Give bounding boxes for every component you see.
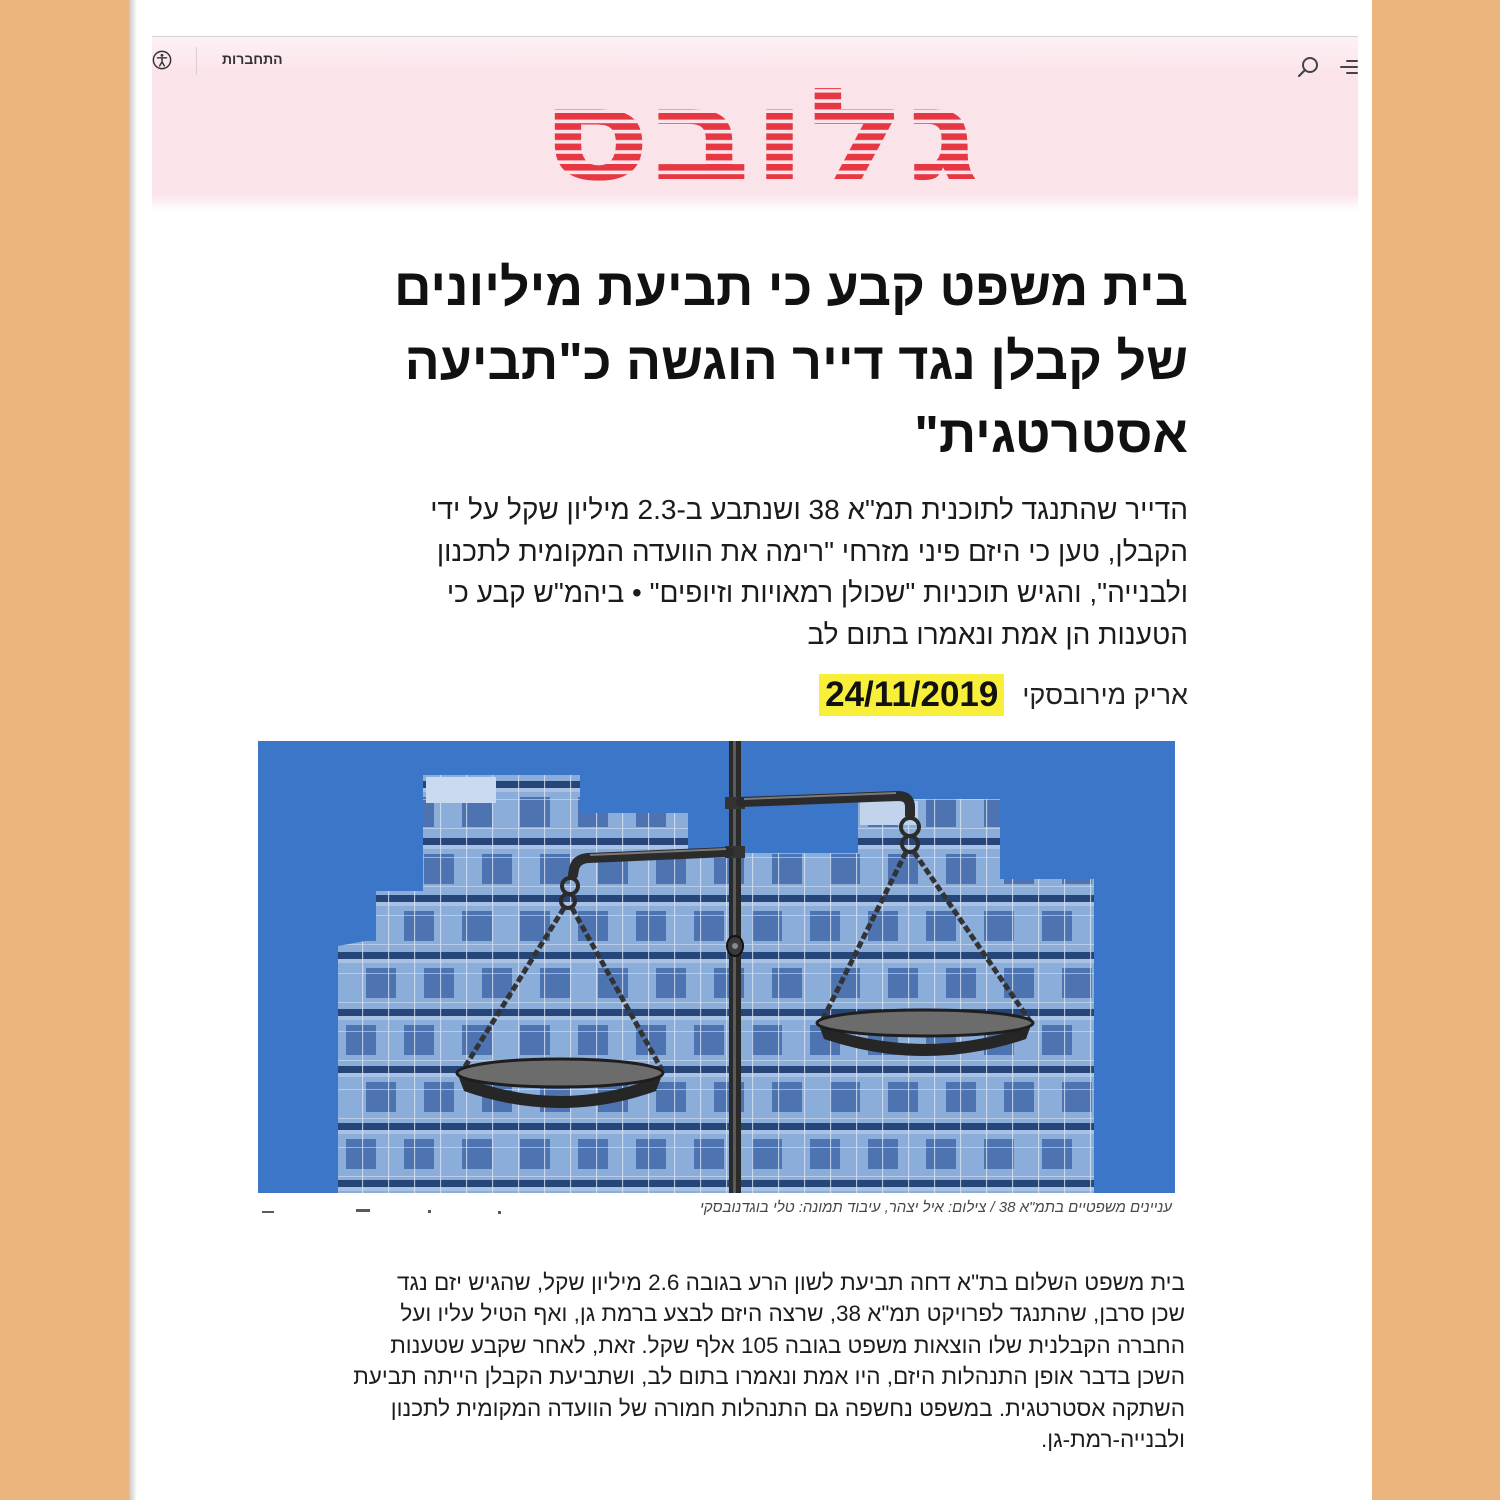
scale-pan-left [457,1059,663,1087]
article-headline [394,252,1188,473]
caption-cutoff-mark [356,1209,370,1212]
headline-line: בית משפט קבע כי תביעת מיליונים [394,259,1188,317]
headline-line: אסטרטגית" [914,406,1188,464]
headline-line: של קבלן נגד דייר הוגשה כ"תביעה [404,332,1188,391]
byline [819,674,1188,716]
hamburger-menu-icon[interactable] [1340,58,1358,76]
body-line: ולבנייה-רמת-גן. [1041,1427,1185,1453]
body-line: שכן סרבן, שהתנגד לפרויקט תמ"א 38, שרצה היזם לבצע ברמת גן, ואף הטיל עליו ועל [400,1301,1185,1327]
site-header [152,36,1358,211]
caption-cutoff-mark [498,1211,501,1214]
logo-text: גלובס [540,61,980,186]
scale-pivot-pin [732,943,738,949]
subtitle-line: הקבלן, טען כי היזם פיני מזרחי "רימה את הוועדה המקומית לתכנון [436,535,1188,567]
body-line: השכן בדבר אופן התנהלות היזם, היו אמת ונאמרו בתום לב, ושתביעת הקבלן הייתה תביעת [353,1364,1185,1390]
scale-pan-right [817,1010,1033,1036]
subtitle-line: ולבנייה", והגיש תוכניות "שכולן רמאויות וזיופים" • ביהמ"ש קבע כי [446,577,1188,609]
accessibility-icon[interactable] [152,49,172,71]
publish-date: 24/11/2019 [819,674,1004,716]
building-light-block [426,777,496,803]
paper-edge-shadow [129,0,137,1500]
search-icon[interactable] [1296,55,1320,79]
login-link[interactable]: התחברות [222,51,283,67]
header-divider [196,47,197,75]
body-line: השתקה אסטרטגית. במשפט נחשפה גם התנהלות חמורה של הוועדה המקומית לתכנון [390,1395,1185,1421]
caption-cutoff-mark [262,1211,274,1213]
image-caption [700,1198,1172,1218]
image-caption-text: עניינים משפטיים בתמ"א 38 / צילום: איל יצהר, עיבוד תמונה: טלי בוגדנובסקי [699,1199,1172,1216]
author-name: אריק מירובסקי [1022,679,1188,710]
subtitle-line: הדייר שהתנגד לתוכנית תמ"א 38 ושנתבע ב-2.3 מיליון שקל על ידי [430,494,1188,525]
globes-logo[interactable] [530,61,990,186]
article-image [258,741,1175,1193]
body-line: בית משפט השלום בת"א דחה תביעת לשון הרע בגובה 2.6 מיליון שקל, שהגיש יזם נגד [397,1270,1185,1295]
article-subtitle [430,489,1188,656]
article-body [353,1267,1185,1455]
subtitle-line: הטענות הן אמת ונאמרו בתום לב [807,619,1188,651]
body-line: החברה הקבלנית שלו הוצאות משפט בגובה 105 אלף שקל. זאת, לאחר שקבע שטענות [390,1332,1185,1358]
caption-cutoff-mark [428,1210,431,1213]
